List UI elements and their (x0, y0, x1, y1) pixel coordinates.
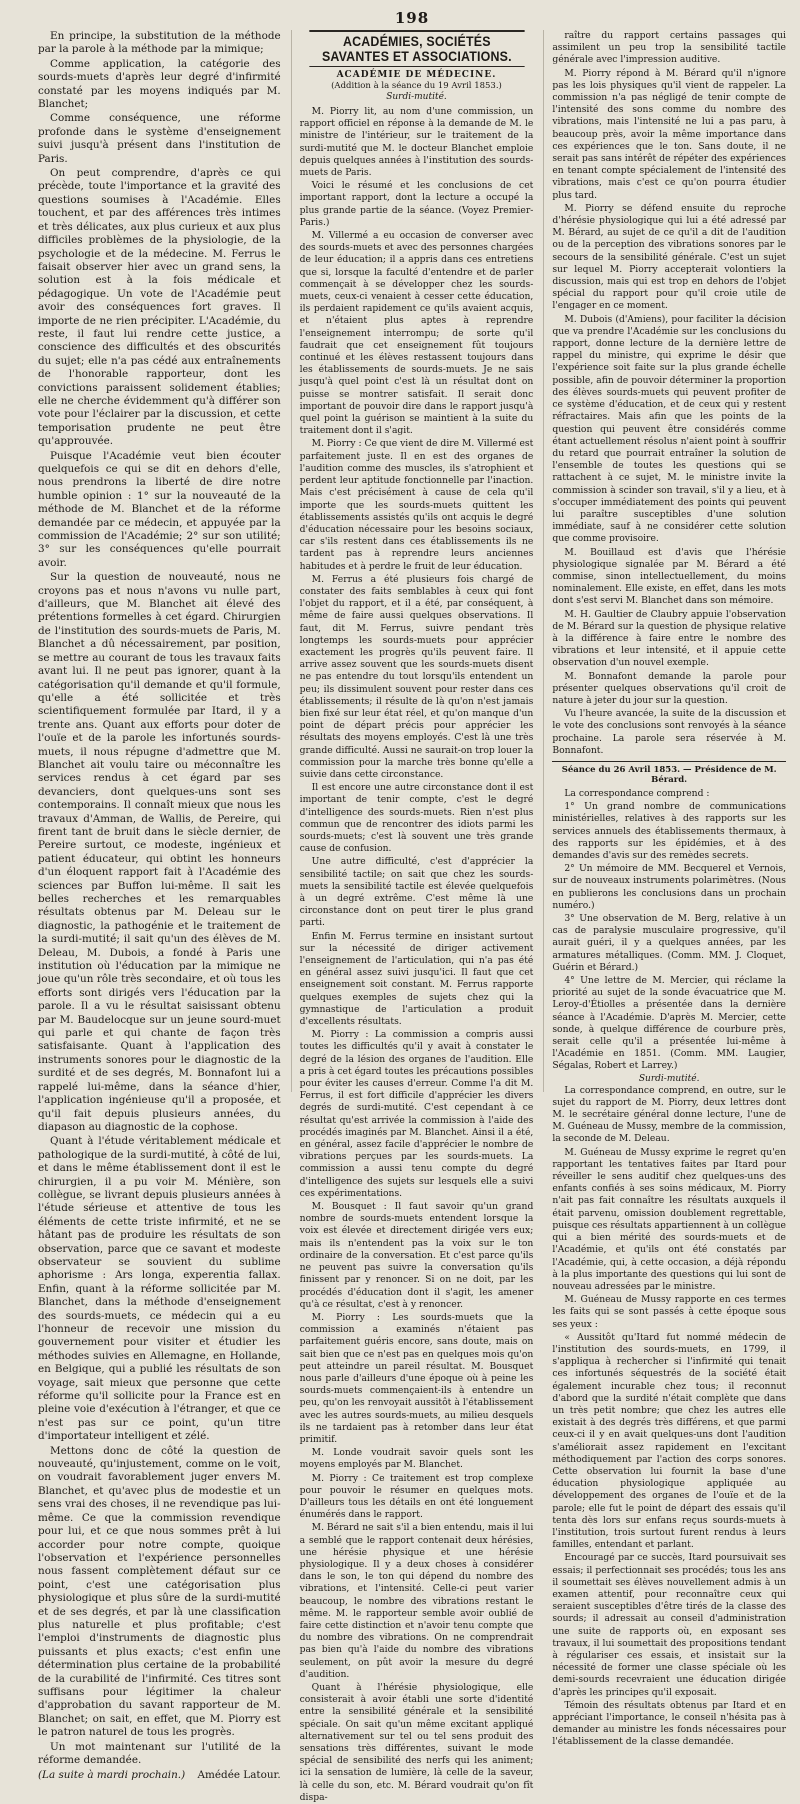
middle-column (291, 30, 534, 1803)
paragraph: M. Piorry se défend ensuite du reproche d'hérésie physiologique qui lui a été adressé par M. Bérard, au sujet de ce qu'il a dit de l'audition ou de la perception des vibrations sonores par le secours de la sensibilité générale. C'est un sujet sur lequel M. Piorry accepterait volontiers la discussion, mais qui est trop en dehors de l'objet spécial du rapport pour qu'il croie utile de l'engager en ce moment. (552, 202, 786, 312)
paragraph: 4° Une lettre de M. Mercier, qui réclame la priorité au sujet de la sonde évacuatrice que M. Leroy-d'Étiolles a présentée dans la dernière séance à l'Académie. D'après M. Mercier, cette sonde, à quelque différence de courbure près, serait celle qu'il a présentée lui-même à l'Académie en 1851. (Comm. MM. Laugier, Ségalas, Robert et Larrey.) (552, 975, 786, 1072)
paragraph: M. Bousquet : Il faut savoir qu'un grand nombre de sourds-muets entendent lorsque la voix est élevée et directement dirigée vers eux; mais ils n'entendent pas la voix sur le ton ordinaire de la conversation. Et c'est parce qu'ils ne peuvent pas suivre la conversation qu'ils finissent par y renoncer. Si on ne doit, par les procédés d'éducation dont il s'agit, les amener qu'à ce résultat, c'est à y renoncer. (299, 1201, 534, 1310)
paragraph: Encouragé par ce succès, Itard poursuivait ses essais; il perfectionnait ses procédés; tous les ans il soumettait ses élèves nouvellement admis à un examen attentif, pour reconnaître ceux qui seraient susceptibles d'être tirés de la classe des sourds; il adressait au conseil d'administration une suite de rapports où, en exposant ses travaux, il lui soumettait des propositions tendant à régulariser ces essais, et insistait sur la nécessité de former une classe spéciale où les demi-sourds recevraient une éducation dirigée d'après les principes qu'il exposait. (552, 1552, 786, 1698)
session-note: (Addition à la séance du 19 Avril 1853.) (331, 81, 502, 91)
paragraph: M. Villermé a eu occasion de converser avec des sourds-muets et avec des personnes chargées de leur éducation; il a appris dans ces entretiens que si, lorsque la faculté d'entendre et de parler commençait à se développer chez les sourds-muets, ceux-ci venaient à cesser cette éducation, ils perdaient rapidement ce qu'ils avaient acquis, et n'étaient plus aptes à reprendre l'enseignement interrompu; de sorte qu'il faudrait que cet enseignement fût toujours continué et les élèves restassent toujours dans les établissements de sourds-muets. Je ne sais jusqu'à quel point c'est là un résultat dont on puisse se montrer satisfait. Il serait donc important de pouvoir dire dans le rapport jusqu'à quel point la guérison se maintient à la suite du traitement dont il s'agit. (299, 230, 534, 437)
paragraph: Puisque l'Académie veut bien écouter quelquefois ce qui se dit en dehors d'elle, nous prendrons la liberté de dire notre humble opinion : 1° sur la nouveauté de la méthode de M. Blanchet et de la réforme demandée par ce médecin, et appuyée par la commission de l'Académie; 2° sur son utilité; 3° sur les conséquences qu'elle pourrait avoir. (38, 449, 281, 569)
paragraph: 2° Un mémoire de MM. Becquerel et Vernois, sur de nouveaux instruments polarimètres. (Nous en publierons les conclusions dans un prochain numéro.) (552, 863, 786, 911)
paragraph: 3° Une observation de M. Berg, relative à un cas de paralysie musculaire progressive, qu'il aurait guéri, il y a quelques années, par les armatures métalliques. (Comm. MM. J. Cloquet, Guérin et Bérard.) (552, 913, 786, 973)
paragraph: 1° Un grand nombre de communications ministérielles, relatives à des rapports sur les services annuels des établissements thermaux, à des rapports sur les épidémies, et à des demandes d'avis sur des remèdes secrets. (552, 801, 786, 861)
paragraph: M. Guéneau de Mussy rapporte en ces termes les faits qui se sont passés à cette époque sous ses yeux : (552, 1294, 786, 1330)
paragraph: M. Piorry : Ce que vient de dire M. Villermé est parfaitement juste. Il en est des organes de l'audition comme des muscles, ils s'atrophient et perdent leur aptitude fonctionnelle par l'inaction. Mais c'est précisément à cause de cela qu'il importe que les sourds-muets quittent les établissements assistés qu'ils ont acquis le degré d'éducation nécessaire pour les besoins sociaux, car s'ils restent dans ces établissements ils ne tardent pas à reprendre leurs anciennes habitudes et à perdre le fruit de leur éducation. (299, 438, 534, 572)
paragraph: Voici le résumé et les conclusions de cet important rapport, dont la lecture a occupé la plus grande partie de la séance. (Voyez Premier-Paris.) (299, 180, 534, 228)
paragraph: En principe, la substitution de la méthode par la parole à la méthode par la mimique; (38, 30, 281, 56)
paragraph: Une autre difficulté, c'est d'apprécier la sensibilité tactile; on sait que chez les sourds-muets la sensibilité tactile est élevée quelquefois à un degré extrême. C'est même là une circonstance dont on peut tirer le plus grand parti. (299, 856, 534, 929)
paragraph: M. Piorry : Ce traitement est trop complexe pour pouvoir le résumer en quelques mots. D'ailleurs tous les détails en ont été longuement énumérés dans le rapport. (299, 1472, 534, 1521)
columns (38, 30, 786, 1803)
paragraph: M. Bouillaud est d'avis que l'hérésie physiologique signalée par M. Bérard a été commise, sinon intellectuellement, du moins nominalement. Elle existe, en effet, dans les mots dont s'est servi M. Blanchet dans son mémoire. (552, 546, 786, 607)
paragraph: M. Bonnafont demande la parole pour présenter quelques observations qu'il croit de nature à jeter du jour sur la question. (552, 670, 786, 706)
author-name: Amédée Latour. (197, 1769, 281, 1782)
left-column (38, 30, 281, 1782)
session-subject: Surdi-mutité. (386, 92, 447, 102)
paragraph: Mettons donc de côté la question de nouveauté, qu'injustement, comme on le voit, on voudrait favorablement juger envers M. Blanchet, et qu'avec plus de modestie et un sens vrai des choses, il ne revendique pas lui-même. Ce que la commission revendique pour lui, et ce que nous sommes prêt à lui accorder pour notre compte, quoique l'observation et l'expérience personnelles nous fassent complètement défaut sur ce point, c'est une catégorisation plus physiologique et plus sûre de la surdi-mutité et de ses degrés, et par là une classification plus naturelle et plus profitable; c'est l'emploi d'instruments de diagnostic plus puissants et plus exacts; c'est enfin une détermination plus certaine de la probabilité de la curabilité de l'infirmité. Ces titres sont suffisans pour légitimer la chaleur d'approbation du savant rapporteur de M. Blanchet; on sait, en effet, que M. Piorry est le patron naturel de tous les progrès. (38, 1444, 281, 1739)
continuation-note: (La suite à mardi prochain.) (38, 1769, 186, 1782)
right-column (543, 30, 786, 1748)
paragraph: Comme application, la catégorie des sourds-muets d'après leur degré d'infirmité constaté par les moyens indiqués par M. Blanchet; (38, 57, 281, 111)
paragraph: Quant à l'hérésie physiologique, elle consisterait à avoir établi une sorte d'identité entre la sensibilité générale et la sensibilité spéciale. On sait qu'un même excitant appliqué alternativement sur tel ou tel sens produit des sensations très différentes, suivant le mode spécial de sensibilité des nerfs qui les animent; ici la sensation de lumière, là celle de la saveur, là celle du son, etc. M. Bérard voudrait qu'on fît dispa- (299, 1682, 534, 1803)
paragraph: M. Piorry : Les sourds-muets que la commission a examinés n'étaient pas parfaitement guéris encore, sans doute, mais on sait bien que ce n'est pas en quelques mois qu'on peut atteindre un pareil résultat. M. Bousquet nous parle d'ailleurs d'une époque où à peine les sourds-muets commençaient-ils à entendre un peu, qu'on les renvoyait aussitôt à l'établissement avec les autres sourds-muets, au milieu desquels ils ne tardaient pas à retomber dans leur état primitif. (299, 1311, 534, 1445)
session-header: Séance du 26 Avril 1853. — Présidence de M. Bérard. (552, 761, 786, 785)
paragraph: M. Guéneau de Mussy exprime le regret qu'en rapportant les tentatives faites par Itard pour réveiller le sens auditif chez quelques-uns des enfants confiés à ses soins médicaux, M. Piorry n'ait pas fait connaître les résultats auxquels il était parvenu, omission doublement regrettable, puisque ces résultats appartiennent à un collègue qui a bien mérité des sourds-muets et de l'Académie, et qu'ils ont été constatés par l'Académie, qui, à cette occasion, a déjà répondu à la plus importante des questions qui lui sont de nouveau adressées par le ministre. (552, 1146, 786, 1292)
paragraph: M. Bérard ne sait s'il a bien entendu, mais il lui a semblé que le rapport contenait deux hérésies, une hérésie physique et une hérésie physiologique. Il y a deux choses à considérer dans le son, le ton qui dépend du nombre des vibrations, et l'intensité. Celle-ci peut varier beaucoup, le nombre des vibrations restant le même. M. le rapporteur semble avoir oublié de faire cette distinction et n'avoir tenu compte que du nombre des vibrations. On ne comprendrait pas bien qu'à l'aide du nombre des vibrations seulement, on pût avoir la mesure du degré d'audition. (299, 1522, 534, 1680)
paragraph: La correspondance comprend : (564, 787, 710, 799)
paragraph: Vu l'heure avancée, la suite de la discussion et le vote des conclusions sont renvoyés à la séance prochaine. La parole sera réservée à M. Bonnafont. (552, 708, 786, 756)
paragraph: raître du rapport certains passages qui assimilent un peu trop la sensibilité tactile générale avec l'impression auditive. (552, 30, 786, 66)
subhead: Surdi-mutité. (638, 1073, 700, 1084)
paragraph: M. Dubois (d'Amiens), pour faciliter la décision que va prendre l'Académie sur les conclusions du rapport, donne lecture de la dernière lettre de rappel du ministre, qui exprime le désir que l'expérience soit faite sur la plus grande échelle possible, afin de pouvoir déterminer la proportion des élèves sourds-muets qui peuvent profiter de ce système d'éducation, et de ceux qui y restent réfractaires. Mais afin que les points de la question qui peuvent être considérés comme étant actuellement résolus n'aient point à souffrir du retard que pourrait entraîner la solution de l'ensemble de toutes les questions qui se rattachent à ce sujet, M. le ministre invite la commission à scinder son travail, s'il y a lieu, et à s'occuper immédiatement des points qui peuvent lui paraître susceptibles d'une solution immédiate, sauf à ne considérer cette solution que comme provisoire. (552, 313, 786, 545)
section-title: ACADÉMIES, SOCIÉTÉS SAVANTES ET ASSOCIATIONS. (309, 30, 524, 67)
paragraph: Un mot maintenant sur l'utilité de la réforme demandée. (38, 1740, 281, 1766)
paragraph: La correspondance comprend, en outre, sur le sujet du rapport de M. Piorry, deux lettres dont M. le secrétaire général donne lecture, l'une de M. Guéneau de Mussy, membre de la commission, la seconde de M. Deleau. (552, 1084, 786, 1145)
paragraph: M. Piorry : La commission a compris aussi toutes les difficultés qu'il y avait à constater le degré de la lésion des organes de l'audition. Elle a pris à cet égard toutes les précautions possibles pour éviter les causes d'erreur. Comme l'a dit M. Ferrus, il est fort difficile d'apprécier les divers degrés de surdi-mutité. C'est cependant à ce résultat qu'est arrivée la commission à l'aide des procédés imaginés par M. Blanchet. Ainsi il a été, en général, assez facile d'apprécier le nombre de vibrations perçues par les sourds-muets. La commission a aussi tenu compte du degré d'intelligence des sujets sur lesquels elle a suivi ces expérimentations. (299, 1029, 534, 1199)
paragraph: Sur la question de nouveauté, nous ne croyons pas et nous n'avons vu nulle part, d'ailleurs, que M. Blanchet ait élevé des prétentions formelles à cet égard. Chirurgien de l'institution des sourds-muets de Paris, M. Blanchet a dû nécessairement, par position, se mettre au courant de tous les travaux faits avant lui. Il ne peut pas ignorer, quant à la catégorisation qu'il demande et qu'il formule, qu'elle a été sollicitée et très scientifiquement formulée par Itard, il y a trente ans. Quant aux efforts pour doter de l'ouïe et de la parole les infortunés sourds-muets, il nous répugne d'admettre que M. Blanchet ait voulu taire ou méconnaître les services rendus à cet égard par ses devanciers, dont quelques-uns sont ses contemporains. Il connaît mieux que nous les travaux d'Amman, de Wallis, de Pereire, qui firent tant de bruit dans le siècle dernier, de Pereire surtout, ce modeste, ingénieux et patient éducateur, qui obtint les honneurs d'un éloquent rapport fait à l'Académie des sciences par Buffon lui-même. Il sait les belles recherches et les remarquables résultats obtenus par M. Deleau sur le diagnostic, la pathogénie et le traitement de la surdi-mutité; il sait qu'un des élèves de M. Deleau, M. Dubois, a fondé à Paris une institution où l'éducation par la mimique ne joue qu'un rôle très secondaire, et où tous les efforts sont dirigés vers l'éducation par la parole. Il a vu le résultat saisissant obtenu par M. Baudelocque sur un jeune sourd-muet qui parle et qui chante de façon très satisfaisante. Quant à l'application des instruments sonores pour le diagnostic de la surdité et de ses degrés, M. Bonnafont lui a rappelé lui-même, dans la séance d'hier, l'application ingénieuse qu'il a proposée, et qu'il fait depuis plusieurs années, du diapason au diagnostic de la cophose. (38, 571, 281, 1133)
signoff (38, 1769, 281, 1782)
paragraph: « Aussitôt qu'Itard fut nommé médecin de l'institution des sourds-muets, en 1799, il s'appliqua à rechercher si l'infirmité qui tenait ces infortunés séquestrés de la société était également incurable chez tous; il reconnut d'abord que la surdité n'était complète que dans un très petit nombre; que chez les autres elle existait à des degrés très différens, et que parmi ceux-ci il y en avait quelques-uns dont l'audition s'améliorait assez rapidement en l'excitant méthodiquement par l'action des corps sonores. Cette observation lui fournit la base d'une éducation physiologique appliquée au développement des organes de l'ouïe et de la parole; elle fut le point de départ des essais qu'il tenta dès lors sur enfans reçus sourds-muets à l'institution, trois surtout furent rendus à leurs familles, entendant et parlant. (552, 1331, 786, 1551)
page-number: 198 (394, 9, 430, 27)
academy-title: ACADÉMIE DE MÉDECINE. (336, 70, 497, 80)
paragraph: On peut comprendre, d'après ce qui précède, toute l'importance et la gravité des questions soumises à l'Académie. Elles touchent, et par des afférences très intimes et très délicates, aux plus curieux et aux plus difficiles problèmes de la physiologie, de la psychologie et de la médecine. M. Ferrus le faisait observer hier avec un grand sens, la solution est à la fois médicale et pédagogique. Un vote de l'Académie peut avoir des conséquences fort graves. Il importe de ne rien précipiter. L'Académie, du reste, il faut lui rendre cette justice, a conscience des difficultés et des obscurités du sujet; elle n'a pas cédé aux entraînements de l'honorable rapporteur, dont les convictions paraissent solidement établies; elle ne cherche évidemment qu'à différer son vote pour l'éclairer par la discussion, et cette temporisation prudente ne peut être qu'approuvée. (38, 167, 281, 448)
paragraph: M. Londe voudrait savoir quels sont les moyens employés par M. Blanchet. (299, 1447, 534, 1471)
paragraph: Comme conséquence, une réforme profonde dans le système d'enseignement suivi jusqu'à présent dans l'institution de Paris. (38, 112, 281, 165)
paragraph: M. Piorry répond à M. Bérard qu'il n'ignore pas les lois physiques qu'il vient de rappeler. La commission n'a pas négligé de tenir compte de l'intensité des sons comme du nombre des vibrations, mais l'intensité ne lui a pas paru, à beaucoup près, avoir la même importance dans ces expériences que le ton. Sans doute, il ne serait pas sans intérêt de répéter des expériences en tenant compte spécialement de l'intensité des vibrations, mais c'est ce qu'on pourra étudier plus tard. (552, 67, 786, 201)
paragraph: Il est encore une autre circonstance dont il est important de tenir compte, c'est le degré d'intelligence des sourds-muets. Rien n'est plus commun que de rencontrer des idiots parmi les sourds-muets; c'est là souvent une très grande cause de confusion. (299, 782, 534, 855)
paragraph: Témoin des résultats obtenus par Itard et en appréciant l'importance, le conseil n'hésita pas à demander au ministre les fonds nécessaires pour l'établissement de la classe demandée. (552, 1699, 786, 1748)
paragraph: M. Piorry lit, au nom d'une commission, un rapport officiel en réponse à la demande de M. le ministre de l'intérieur, sur le traitement de la surdi-mutité que M. le docteur Blanchet emploie depuis quelques années à l'institution des sourds-muets de Paris. (299, 106, 534, 179)
paragraph: Enfin M. Ferrus termine en insistant surtout sur la nécessité de diriger activement l'enseignement de l'articulation, qui n'a pas été en général assez suivi jusqu'ici. Il faut que cet enseignement soit constant. M. Ferrus rapporte quelques exemples de sujets chez qui la gymnastique de l'articulation a produit d'excellents résultats. (299, 930, 534, 1028)
paragraph: M. Ferrus a été plusieurs fois chargé de constater des faits semblables à ceux qui font l'objet du rapport, et il a été, par conséquent, à même de faire aussi quelques observations. Il faut, dit M. Ferrus, suivre pendant très longtemps les sourds-muets pour apprécier exactement les progrès qu'ils peuvent faire. Il arrive assez souvent que les sourds-muets disent ne pas entendre du tout lorsqu'ils entendent un peu; ils dissimulent souvent pour rester dans ces établissements; il résulte de là qu'on n'est jamais bien fixé sur leur état réel, et qu'on manque d'un point de départ précis pour apprécier les résultats des moyens employés. C'est là une très grande difficulté. Aussi ne saurait-on trop louer la commission pour la marche très bonne qu'elle a suivie dans cette circonstance. (299, 573, 534, 780)
paragraph: M. H. Gaultier de Claubry appuie l'observation de M. Bérard sur la question de physique relative à la différence à faire entre le nombre des vibrations et leur intensité, et il appuie cette observation d'un nouvel exemple. (552, 608, 786, 669)
paragraph: Quant à l'étude véritablement médicale et pathologique de la surdi-mutité, à côté de lui, et dans le même établissement dont il est le chirurgien, il a pu voir M. Ménière, son collègue, se livrant depuis plusieurs années à l'étude sérieuse et attentive de tous les éléments de cette triste infirmité, et ne se hâtant pas de produire les résultats de son observation, parce que ce savant et modeste observateur se souvient du sublime aphorisme : Ars longa, experentia fallax. Enfin, quant à la réforme sollicitée par M. Blanchet, dans la méthode d'enseignement des sourds-muets, ce médecin qui a eu l'honneur de recevoir une mission du gouvernement pour visiter et étudier les méthodes suivies en Allemagne, en Hollande, en Belgique, qui a publié les résultats de son voyage, sait mieux que personne que cette réforme qu'il sollicite pour la France est en pleine voie d'exécution à l'étranger, et que ce n'est pas sur ce point, qu'un titre d'importateur intelligent et zélé. (38, 1135, 281, 1443)
